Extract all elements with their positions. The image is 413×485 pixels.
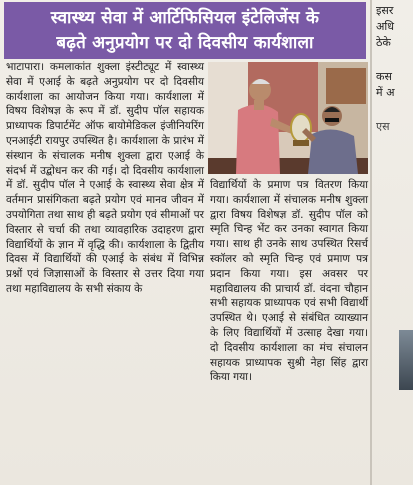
article-body-left [6,60,204,297]
event-photo [208,62,368,174]
fragment-text: एस [376,120,390,133]
headline-line-2: बढ़ते अनुप्रयोग पर दो दिवसीय कार्यशाला [56,33,314,53]
adjacent-article-fragment [376,4,413,485]
fragment-text: कस [376,70,392,83]
headline-line-1: स्वास्थ्य सेवा में आर्टिफिसियल इंटेलिजेंस के [50,8,320,28]
adjacent-photo-fragment [399,330,413,390]
article-paragraph: भाटापारा। कमलाकांत शुक्ला इंस्टीट्यूट में स्वास्थ्य सेवा में एआई के बढ़ते अनुप्रयोग पर दो दिवसीय कार्यशाला का आयोजन किया गया। कार्यशाला में विषय विशेषज्ञ के रूप में डॉ. सुदीप पॉल सहायक प्राध्यापक डिपार्टमेंट ऑफ बायोमेडिकल इंजीनियरिंग एनआईटी रायपुर उपस्थित है। कार्यशाला के प्रारंभ में संस्थान के संचालक मनीष शुक्ला द्वारा एआई के संदर्भ में उद्बोधन कर की गई। दो दिवसीय कार्यशाला में डॉ. सुदीप पॉल ने एआई के स्वास्थ्य सेवा क्षेत्र में वर्तमान प्रासंगिकता बढ़ते प्रयोग एवं मानव जीवन में उपयोगिता तथा साथ ही बढ़ते प्रयोग एवं सीमाओं पर विस्तार से चर्चा की तथा व्यावहारिक उदाहरण द्वारा विद्यार्थियों के ज्ञान में वृद्धि की। कार्यशाला के द्वितीय दिवस में विद्यार्थियों की एआई के संबंध में विभिन्न प्रश्नों एवं जिज्ञासाओं के विस्तार से उत्तर दिया गया तथा महाविद्यालय के सभी संकाय के [6,61,204,295]
article-paragraph: विद्यार्थियों के प्रमाण पत्र वितरण किया गया। कार्यशाला में संचालक मनीष शुक्ला द्वारा विषय विशेषज्ञ डॉ. सुदीप पॉल को स्मृति चिन्ह भेंट कर उनका स्वागत किया गया। साथ ही उनके साथ उपस्थित रिसर्च स्कॉलर को स्मृति चिन्ह एवं प्रमाण पत्र प्रदान किया गया। इस अवसर पर महाविद्यालय की प्राचार्य डॉ. वंदना चौहान सभी सहायक प्राध्यापक एवं सभी विद्यार्थी उपस्थित थे। एआई से संबंधित व्याख्यान के लिए विद्यार्थियों में उत्साह देखा गया। दो दिवसीय कार्यशाला का मंच संचालन सहायक प्राध्यापक सुश्री नेहा सिंह द्वारा किया गया। [210,179,368,384]
fragment-text: अधि [376,20,395,33]
column-divider [370,0,372,485]
fragment-text: में अ [376,86,395,99]
fragment-text: ठेके [376,36,391,49]
fragment-text: इसर [376,4,394,17]
article-body-right [210,178,368,385]
headline [4,2,366,59]
